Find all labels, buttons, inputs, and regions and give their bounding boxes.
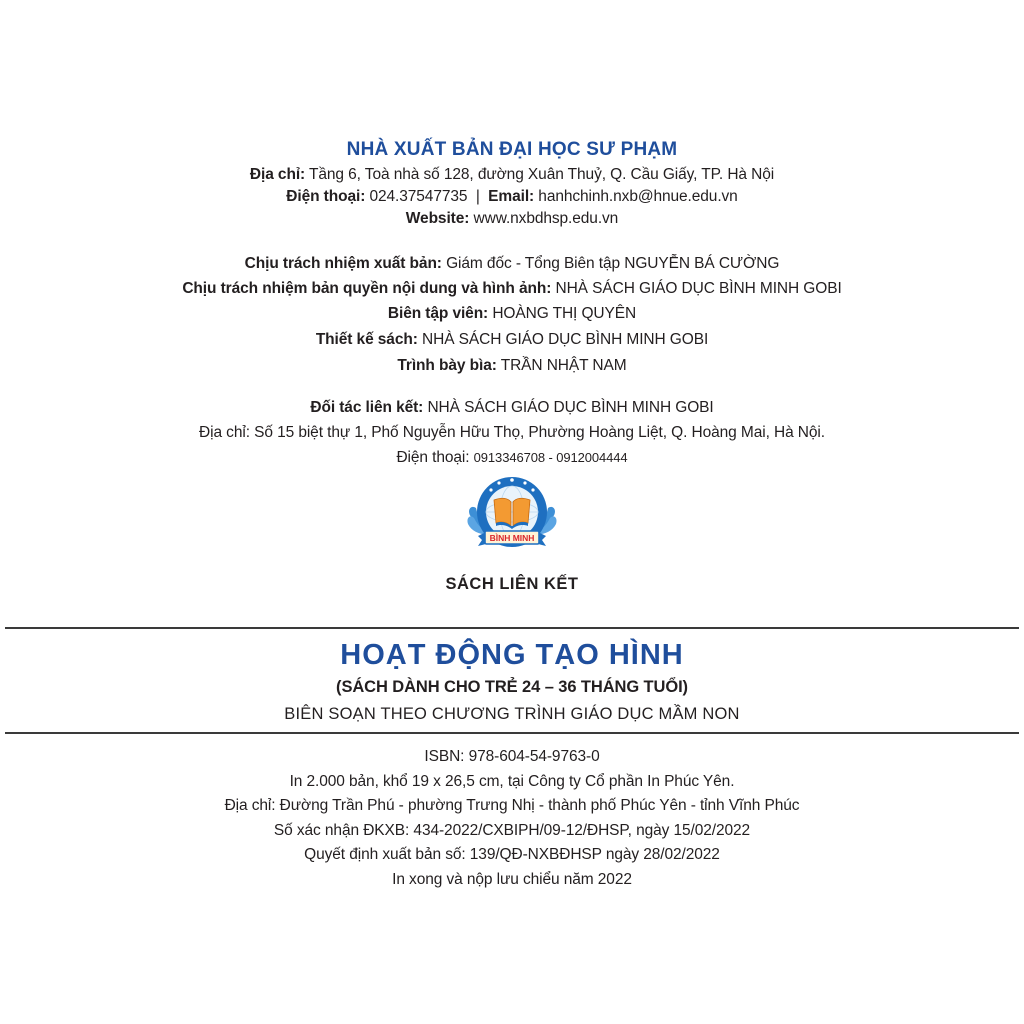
publisher-phone-value: 024.37547735 — [365, 188, 468, 205]
credit-value: Giám đốc - Tổng Biên tập NGUYỄN BÁ CƯỜNG — [441, 255, 780, 272]
isbn: ISBN: 978-604-54-9763-0 — [424, 748, 600, 765]
credit-value: NHÀ SÁCH GIÁO DỤC BÌNH MINH GOBI — [551, 280, 842, 297]
publisher-website-value: www.nxbdhsp.edu.vn — [469, 210, 619, 227]
deposit-note: In xong và nộp lưu chiểu năm 2022 — [392, 871, 632, 888]
divider-bottom — [5, 732, 1019, 734]
publisher-phone-label: Điện thoại: — [286, 188, 366, 205]
credit-value: TRẦN NHẬT NAM — [496, 357, 627, 374]
credit-editor — [0, 304, 1024, 324]
publisher-website-label: Website: — [405, 210, 470, 227]
print-run: In 2.000 bản, khổ 19 x 26,5 cm, tại Công ty Cổ phần In Phúc Yên. — [289, 773, 735, 790]
logo-caption: SÁCH LIÊN KẾT — [445, 575, 579, 593]
credit-publishing-responsibility — [0, 254, 1024, 274]
publisher-name: NHÀ XUẤT BẢN ĐẠI HỌC SƯ PHẠM — [346, 139, 678, 160]
partner-value: NHÀ SÁCH GIÁO DỤC BÌNH MINH GOBI — [423, 399, 714, 416]
publisher-website — [0, 209, 1024, 229]
partner-phone-label: Điện thoại: — [396, 449, 474, 466]
printer-address: Địa chỉ: Đường Trần Phú - phường Trưng Nhị - thành phố Phúc Yên - tỉnh Vĩnh Phúc — [224, 797, 800, 814]
publisher-address — [0, 165, 1024, 185]
partner-name — [0, 398, 1024, 418]
publisher-contact — [0, 187, 1024, 207]
registration-number: Số xác nhận ĐKXB: 434-2022/CXBIPH/09-12/ĐHSP, ngày 15/02/2022 — [273, 822, 751, 839]
partner-label: Đối tác liên kết: — [310, 399, 424, 416]
divider-top — [5, 627, 1019, 629]
credit-label: Trình bày bìa: — [397, 357, 497, 374]
partner-phone-value: 0913346708 - 0912004444 — [473, 450, 628, 465]
publishing-decision: Quyết định xuất bản số: 139/QĐ-NXBĐHSP ngày 28/02/2022 — [304, 846, 720, 863]
book-program: BIÊN SOẠN THEO CHƯƠNG TRÌNH GIÁO DỤC MẦM NON — [284, 705, 740, 723]
partner-phone — [0, 448, 1024, 468]
credit-label: Thiết kế sách: — [315, 331, 418, 348]
book-title: HOẠT ĐỘNG TẠO HÌNH — [340, 639, 684, 671]
book-subtitle: (SÁCH DÀNH CHO TRẺ 24 – 36 THÁNG TUỔI) — [336, 678, 688, 696]
credit-label: Biên tập viên: — [387, 305, 489, 322]
partner-address: Địa chỉ: Số 15 biệt thự 1, Phố Nguyễn Hữu Thọ, Phường Hoàng Liệt, Q. Hoàng Mai, Hà Nội. — [199, 424, 825, 441]
logo-banner-text: BÌNH MINH — [489, 533, 535, 543]
credit-value: HOÀNG THỊ QUYÊN — [488, 305, 637, 322]
publisher-address-value: Tầng 6, Toà nhà số 128, đường Xuân Thuỷ, Q. Cầu Giấy, TP. Hà Nội — [305, 166, 775, 183]
binh-minh-logo-icon — [466, 474, 558, 560]
credit-copyright-responsibility — [0, 279, 1024, 299]
publisher-email-label: Email: — [488, 188, 535, 205]
credit-label: Chịu trách nhiệm xuất bản: — [244, 255, 442, 272]
publisher-email-value: hanhchinh.nxb@hnue.edu.vn — [534, 188, 738, 205]
credit-book-design — [0, 330, 1024, 350]
credit-label: Chịu trách nhiệm bản quyền nội dung và hình ảnh: — [182, 280, 552, 297]
publisher-address-label: Địa chỉ: — [249, 166, 306, 183]
credit-cover-layout — [0, 356, 1024, 376]
contact-separator: | — [467, 188, 489, 205]
credit-value: NHÀ SÁCH GIÁO DỤC BÌNH MINH GOBI — [417, 331, 709, 348]
